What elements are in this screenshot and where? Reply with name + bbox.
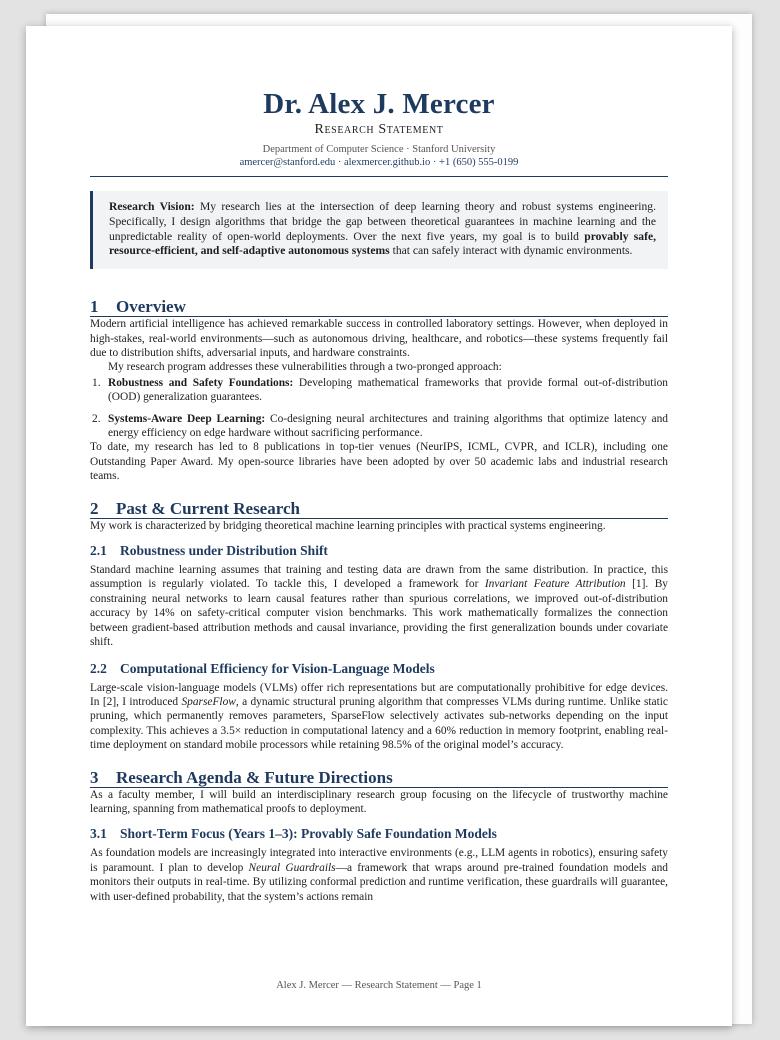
section-number: 2 <box>90 498 99 518</box>
section-overview <box>90 298 668 483</box>
list-item-label: Systems-Aware Deep Learning: <box>108 412 266 425</box>
document-page <box>26 26 732 1026</box>
text-run: , a dynamic structural pruning algorithm that compresses VLMs during runtime. Unlike static pruning, which permanently removes parameters, SparseFlow selectively activates sub-networks depending on the input complexity. This achieves a 3.5× reduction in computational latency and a 60% reduction in memory footprint, enabling real-time deployment on standard mobile processors while retaining 98.5% of the original model’s accuracy. <box>90 695 668 752</box>
paragraph: Modern artificial intelligence has achieved remarkable success in controlled laboratory settings. However, when deployed in high-stakes, real-world environments—such as autonomous driving, healthcare, and robotics—these systems frequently fail due to distribution shifts, adversarial inputs, and hardware constraints. <box>90 318 668 359</box>
italic-term: Invariant Feature Attribution <box>484 578 626 591</box>
contact-line: amercer@stanford.edu · alexmercer.github.io · +1 (650) 555-0199 <box>239 157 519 168</box>
author-name: Dr. Alex J. Mercer <box>263 88 495 120</box>
approach-list <box>90 376 668 441</box>
paragraph <box>90 846 668 904</box>
list-marker: 1. <box>92 376 101 389</box>
section-title-text: Overview <box>116 297 186 317</box>
section-title-text: Past & Current Research <box>116 498 300 518</box>
subsection-title <box>90 542 668 559</box>
section-number: 3 <box>90 767 99 787</box>
subsection-number: 2.2 <box>90 660 107 676</box>
text-run: As foundation models are increasingly integrated into interactive environments (e.g., LLM agents in robotics), ensuring safety is paramount. I plan to develop <box>90 847 668 874</box>
section-past-research <box>90 500 668 753</box>
italic-term: Neural Guardrails <box>248 861 336 874</box>
subsection-title-text: Computational Efficiency for Vision-Language Models <box>120 660 435 676</box>
section-title <box>90 500 668 519</box>
document-subtitle: Research Statement <box>314 122 444 137</box>
list-item-text: Co-designing neural architectures and training algorithms that optimize latency and energy efficiency on edge hardware without sacrificing performance. <box>108 412 668 440</box>
subsection-title-text: Short-Term Focus (Years 1–3): Provably Safe Foundation Models <box>120 826 497 842</box>
paragraph: My research program addresses these vulnerabilities through a two-pronged approach: <box>108 361 502 374</box>
vision-text-1: My research lies at the intersection of deep learning theory and robust systems engineering. Specifically, I design algorithms that bridge the gap between theoretical guarantees in machine learning and the unpredictable reality of open-world deployments. Over the next five years, my goal is to build <box>109 200 656 243</box>
header-rule <box>90 176 668 177</box>
paragraph <box>90 563 668 649</box>
text-run: [1]. By constraining neural networks to learn causal features rather than spurious correlations, we improved out-of-distribution accuracy by 14% on safety-critical computer vision benchmarks. This work mathematically formalizes the connection between gradient-based attribution methods and causal invariance, providing the first generalization bounds under covariate shift. <box>90 578 668 649</box>
subsection-title-text: Robustness under Distribution Shift <box>120 543 328 559</box>
list-marker: 2. <box>92 412 101 425</box>
subsection-number: 3.1 <box>90 826 107 842</box>
subsection-number: 2.1 <box>90 543 107 559</box>
list-item-text: Developing mathematical frameworks that provide formal out-of-distribution (OOD) generalization guarantees. <box>108 376 668 404</box>
subsection-title <box>90 660 668 677</box>
section-title-text: Research Agenda & Future Directions <box>116 767 393 787</box>
list-item <box>90 412 668 441</box>
vision-text-2: that can safely interact with dynamic environments. <box>389 244 633 258</box>
document-header <box>90 26 668 177</box>
paragraph: As a faculty member, I will build an interdisciplinary research group focusing on the lifecycle of trustworthy machine learning, spanning from mathematical proofs to deployment. <box>90 788 668 815</box>
text-run: Large-scale vision-language models (VLMs) offer rich representations but are computationally prohibitive for edge devices. In [2], I introduced <box>90 681 668 708</box>
section-research-agenda <box>90 769 668 904</box>
paragraph <box>90 681 668 753</box>
section-number: 1 <box>90 297 99 317</box>
text-run: —a framework that wraps around pre-trained foundation models and monitors their outputs in real-time. By utilizing conformal prediction and runtime verification, these guardrails will guarantee, with user-defined probability, that the system’s actions remain <box>90 861 668 903</box>
paragraph: To date, my research has led to 8 publications in top-tier venues (NeurIPS, ICML, CVPR, and ICLR), including one Outstanding Paper Award. My open-source libraries have been adopted by over 50 academic labs and industrial research teams. <box>90 441 668 483</box>
department-line: Department of Computer Science · Stanford University <box>262 144 496 155</box>
vision-label: Research Vision: <box>109 200 195 213</box>
text-run: Standard machine learning assumes that training and testing data are drawn from the same distribution. In practice, this assumption is regularly violated. To tackle this, I developed a framework for <box>90 564 668 591</box>
research-vision-box <box>90 191 668 269</box>
list-item-label: Robustness and Safety Foundations: <box>108 376 294 389</box>
paragraph: My work is characterized by bridging theoretical machine learning principles with practical systems engineering. <box>90 519 606 532</box>
page-content <box>90 26 668 904</box>
list-item <box>90 376 668 405</box>
section-title <box>90 769 668 788</box>
vision-bold-text: provably safe, resource-efficient, and self-adaptive autonomous systems <box>109 229 656 258</box>
page-footer: Alex J. Mercer — Research Statement — Page 1 <box>276 980 482 991</box>
subsection-title <box>90 825 668 842</box>
section-title <box>90 298 668 317</box>
italic-term: SparseFlow <box>181 695 236 708</box>
